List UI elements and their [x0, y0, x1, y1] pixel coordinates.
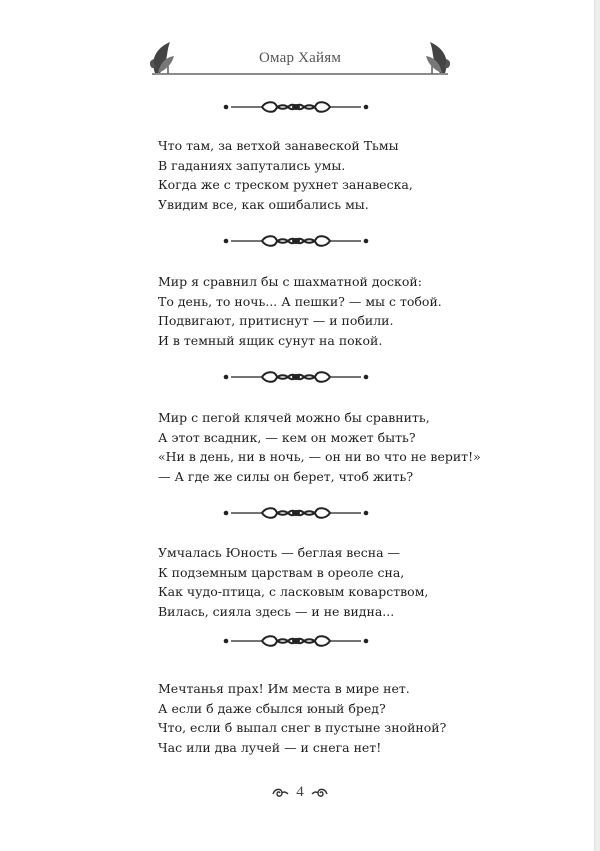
verse-line: Мечтанья прах! Им места в мире нет. [158, 681, 410, 696]
verse-line: Что, если б выпал снег в пустыне знойной? [158, 720, 447, 735]
header-title: Омар Хайям [258, 50, 342, 66]
verse-line: — А где же силы он берет, чтоб жить? [158, 468, 414, 484]
verse-line: Вилась, сияла здесь — и не видна... [158, 603, 395, 619]
verse-line: К подземным царствам в ореоле сна, [158, 564, 405, 580]
verse-line: Увидим все, как ошибались мы. [158, 196, 369, 212]
verse-line: А этот всадник, — кем он может быть? [158, 429, 416, 445]
scroll-divider-icon [222, 99, 370, 115]
verse-line: То день, то ночь... А пешки? — мы с тобой. [158, 293, 442, 309]
verse-line: И в темный ящик сунут на покой. [158, 332, 383, 348]
verse-line: Мир с пегой клячей можно бы сравнить, [158, 410, 430, 425]
stanza-2 [158, 272, 442, 350]
page-number: 4 [296, 784, 304, 800]
verse-line: Мир я сравнил бы с шахматной доской: [158, 274, 422, 289]
stanza-1 [158, 136, 413, 214]
page-edge [594, 0, 600, 851]
stanza-3 [158, 408, 481, 486]
scroll-divider-icon [222, 505, 370, 521]
page-footer [270, 782, 330, 804]
running-header [150, 40, 450, 80]
verse-line: Что там, за ветхой занавеской Тьмы [158, 138, 399, 153]
verse-line: Умчалась Юность — беглая весна — [158, 545, 401, 560]
stanza-4 [158, 543, 428, 621]
verse-line: Час или два лучей — и снега нет! [158, 739, 382, 755]
scroll-divider-icon [222, 369, 370, 385]
verse-line: Как чудо-птица, с ласковым коварством, [158, 584, 429, 599]
stanza-5 [158, 679, 446, 757]
verse-line: А если б даже сбылся юный бред? [158, 700, 386, 716]
scroll-divider-icon [222, 233, 370, 249]
scroll-divider-icon [222, 633, 370, 649]
verse-line: В гаданиях запутались умы. [158, 157, 346, 173]
verse-line: Когда же с треском рухнет занавеска, [158, 177, 413, 192]
verse-line: «Ни в день, ни в ночь, — он ни во что не верит!» [158, 449, 481, 464]
verse-line: Подвигают, притиснут — и побили. [158, 313, 394, 328]
